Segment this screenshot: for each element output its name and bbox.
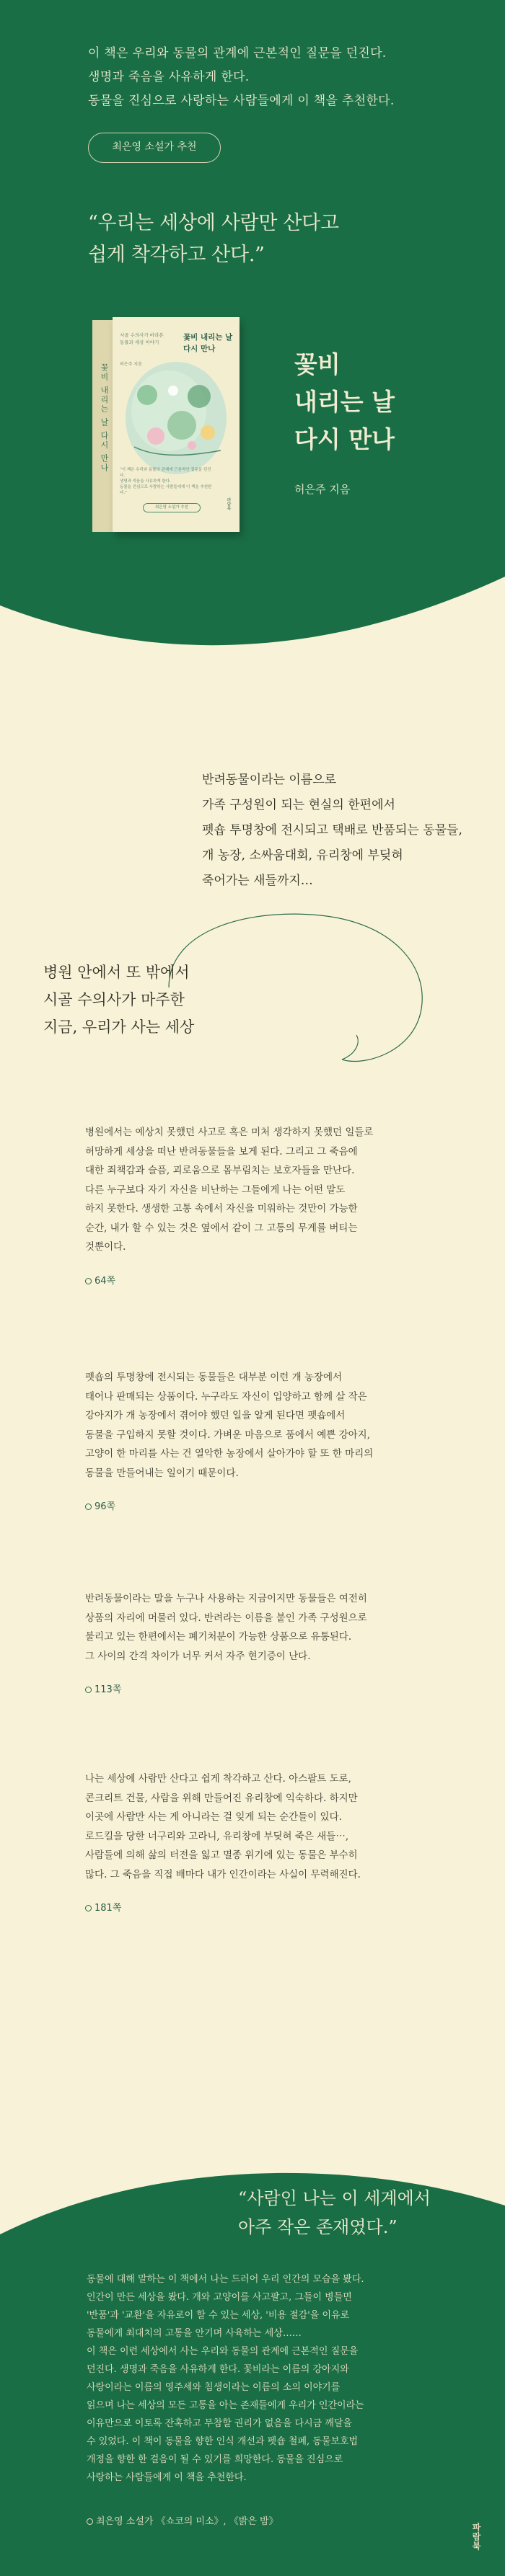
page-number: 113쪽 [95,1684,122,1695]
review-line: 동물에 대해 말하는 이 책에서 나는 드러어 우리 인간의 모습을 봤다. [87,2274,364,2285]
page-number: 181쪽 [95,1903,122,1914]
quote-line: “우리는 세상에 사람만 산다고 [88,212,339,234]
circle-icon [85,1687,92,1693]
excerpt-line: 상품의 자리에 머물러 있다. 반려라는 이름을 붙인 가족 구성원으로 [85,1612,367,1624]
review-line: 동물에게 최대치의 고통을 안기며 사육하는 세상…… [87,2328,302,2339]
book-title-line: 다시 만나 [294,425,395,453]
cover-subtitle-line: 동물과 세상 이야기 [120,339,159,345]
book-title-line: 내리는 날 [294,388,395,416]
excerpt-2 [85,1368,446,1512]
page-number: 96쪽 [95,1501,116,1512]
excerpt-line: 하지 못한다. 생생한 고통 속에서 자신을 미워하는 것만이 가능한 [85,1203,358,1214]
mid-intro-line: 펫숍 투명창에 전시되고 택배로 반품되는 동물들, [202,823,462,838]
review-line: 사랑하는 사람들에게 이 책을 추천한다. [87,2472,247,2483]
excerpt-line: 펫숍의 투명창에 전시되는 동물들은 대부분 이런 개 농장에서 [85,1372,343,1383]
excerpt-line: 로드킬을 당한 너구리와 고라니, 유리창에 부딪혀 죽은 새들⋯, [85,1830,349,1842]
cover-blurb [120,467,214,496]
section-title-line: 병원 안에서 또 밖에서 [43,964,190,981]
cover-subtitle [120,332,182,346]
excerpt-line: 것뿐이다. [85,1241,126,1253]
excerpt-line: 허망하게 세상을 떠난 반려동물들을 보게 된다. 그리고 그 죽음에 [85,1145,358,1158]
review-author-name: 최은영 소설가 《쇼코의 미소》, 《밝은 밤》 [96,2516,278,2527]
cover-title-line: 다시 만나 [183,345,216,353]
review-line: 인간이 만든 세상을 봤다. 개와 고양이를 사고팔고, 그들이 병들면 [87,2292,352,2303]
book-author: 허은주 지음 [294,483,351,496]
circle-icon [85,1504,92,1510]
review-line: 던진다. 생명과 죽음을 사유하게 한다. 꽃비라는 이름의 강아지와 [87,2364,349,2375]
excerpt-line: 순간, 내가 할 수 있는 것은 옆에서 같이 그 고통의 무게를 버티는 [85,1222,358,1234]
circle-icon [85,1278,92,1284]
cover-subtitle-line: 시골 수의사가 바라본 [120,332,164,338]
circle-icon [87,2518,93,2525]
page-number: 64쪽 [95,1275,116,1287]
review-line: 수 있었다. 이 책이 동물을 향한 인식 개선과 펫숍 철폐, 동물보호법 [87,2436,359,2447]
top-quote [88,208,391,271]
cover-badge: 최은영 소설가 추천 [143,503,201,512]
cover-blurb-line: 동물을 진심으로 사랑하는 사람들에게 이 책을 추천한다.” [120,485,212,495]
section-title-line: 지금, 우리가 사는 세상 [43,1018,195,1036]
circle-icon [85,1905,92,1911]
excerpt-line: 강아지가 개 농장에서 겪어야 했던 일을 알게 된다면 펫숍에서 [85,1410,346,1421]
page-ref [85,1498,446,1512]
cover-blurb-line: “이 책은 우리와 동물의 관계에 근본적인 질문을 던진다. [120,468,211,478]
quote-line: 아주 작은 존재였다.” [238,2217,398,2237]
book-front [113,317,240,532]
review-text [87,2270,462,2487]
publisher-logo: 파람북 [471,2523,481,2551]
review-line: 읽으며 나는 세상의 모든 고통을 아는 존재들에게 우리가 인간이라는 [87,2400,364,2411]
intro-line: 이 책은 우리와 동물의 관계에 근본적인 질문을 던진다. [88,46,387,61]
section-title-line: 시골 수의사가 마주한 [43,991,185,1008]
excerpt-4 [85,1769,446,1914]
review-line: 이 책은 이런 세상에서 사는 우리와 동물의 관계에 근본적인 질문을 [87,2346,359,2357]
excerpt-line: 반려동물이라는 말을 누구나 사용하는 지금이지만 동물들은 여전히 [85,1593,367,1604]
review-line: 이유만으로 이토록 잔혹하고 무참할 권리가 없음을 다시금 깨달을 [87,2418,352,2429]
book-title [294,346,395,458]
review-line: '반품'과 '교환'을 자유로이 할 수 있는 세상, '비용 절감'을 이유로 [87,2310,350,2321]
excerpt-line: 많다. 그 죽음을 직접 배마다 내가 인간이라는 사실이 무력해진다. [85,1868,361,1880]
excerpt-line: 나는 세상에 사람만 산다고 쉽게 착각하고 산다. 아스팔트 도로, [85,1773,351,1785]
excerpt-line: 이곳에 사람만 사는 게 아니라는 걸 잊게 되는 순간들이 있다. [85,1811,342,1823]
page-ref [85,1273,446,1287]
bottom-quote [238,2184,498,2242]
excerpt-line: 고양이 한 마리를 사는 건 열악한 농장에서 살아가야 할 또 한 마리의 [85,1448,374,1460]
review-author [87,2513,278,2527]
cover-title [183,332,234,355]
mid-intro-line: 가족 구성원이 되는 현실의 한편에서 [202,798,395,812]
cover-author: 허은주 지음 [120,362,142,367]
cover-title-line: 꽃비 내리는 날 [183,333,233,342]
excerpt-line: 다른 누구보다 자기 자신을 비난하는 그들에게 나는 어떤 말도 [85,1183,346,1196]
quote-line: “사람인 나는 이 세계에서 [238,2188,431,2208]
mid-intro-line: 개 농장, 소싸움대회, 유리창에 부딪혀 [202,848,403,863]
top-section [0,0,505,678]
quote-line: 쉽게 착각하고 산다.” [88,244,265,266]
mid-intro [202,768,491,894]
book-spine-text: 꽃비 내리는 날 다시 만나 [100,363,109,473]
section-title [43,959,274,1041]
excerpt-line: 대한 죄책감과 슬픔, 괴로움으로 몸부림치는 보호자들을 만난다. [85,1165,355,1176]
excerpt-3 [85,1589,446,1695]
book-cover-image [92,317,240,533]
intro-line: 동물을 진심으로 사랑하는 사람들에게 이 책을 추천한다. [88,94,395,108]
mid-intro-line: 죽어가는 새들까지… [202,874,313,888]
excerpt-line: 불리고 있는 한편에서는 폐기처분이 가능한 상품으로 유통된다. [85,1631,352,1643]
book-title-line: 꽃비 [294,350,341,378]
wave-divider [0,562,505,679]
excerpt-1 [85,1123,446,1287]
excerpt-line: 동물을 만들어내는 일이기 때문이다. [85,1467,239,1479]
review-line: 개정을 향한 한 걸음이 될 수 있기를 희망한다. 동물을 진심으로 [87,2454,343,2465]
book-spine [92,320,114,532]
excerpt-line: 병원에서는 예상치 못했던 사고로 혹은 미처 생각하지 못했던 일들로 [85,1127,374,1138]
excerpt-line: 동물을 구입하지 못할 것이다. 가벼운 마음으로 품에서 예쁜 강아지, [85,1429,371,1441]
excerpt-line: 태어나 판매되는 상품이다. 누구라도 자신이 입양하고 함께 살 작은 [85,1390,367,1403]
excerpt-line: 콘크리트 건물, 사람을 위해 만들어진 유리창에 익숙하다. 하지만 [85,1792,358,1804]
page-ref [85,1900,446,1914]
intro-text [88,42,463,113]
recommend-badge: 최은영 소설가 추천 [88,133,221,163]
mid-intro-line: 반려동물이라는 이름으로 [202,773,337,787]
review-line: 사랑이라는 이름의 영주세와 침생이라는 이름의 소의 이야기를 [87,2382,341,2393]
page-ref [85,1682,446,1695]
cover-blurb-line: 생명과 죽음을 사유하게 한다. [120,479,171,484]
intro-line: 생명과 죽음을 사유하게 한다. [88,70,250,84]
excerpt-line: 그 사이의 간격 차이가 너무 커서 자주 현기증이 난다. [85,1650,311,1662]
cover-publisher: 파람북 [226,497,231,510]
excerpt-line: 사람들에 의해 삶의 터전을 잃고 멸종 위기에 있는 동물은 부수히 [85,1849,358,1861]
